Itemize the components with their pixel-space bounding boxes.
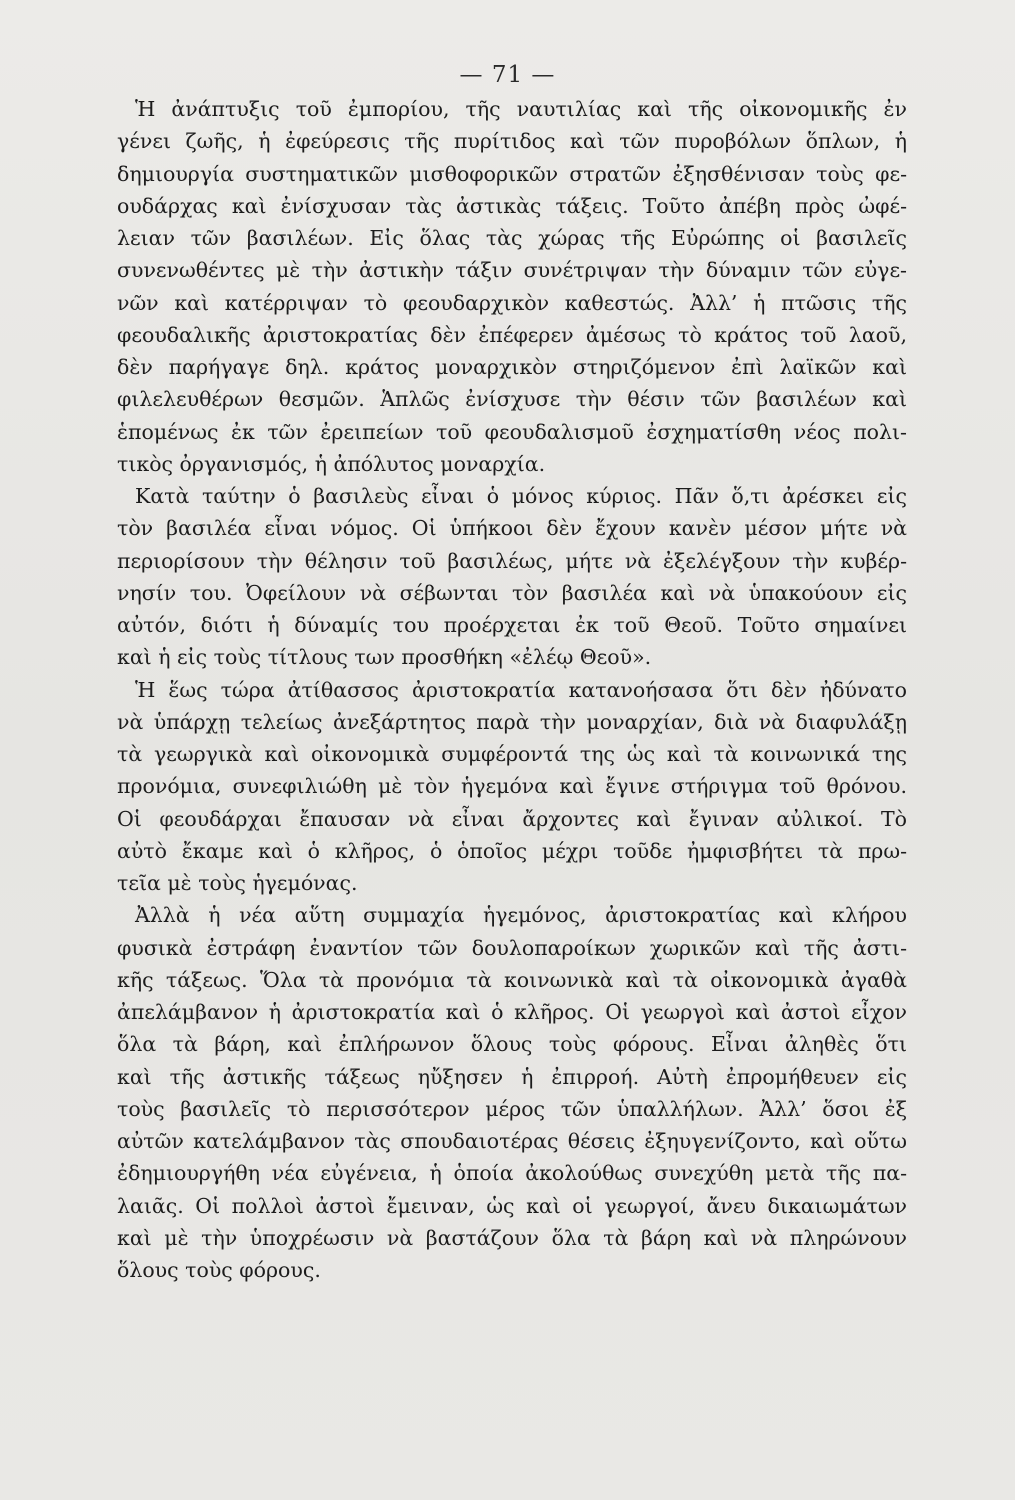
text-line: ὅλους τοὺς φόρους. (117, 1258, 321, 1282)
text-line: φεουδαλικῆς ἀριστοκρατίας δὲν ἐπέφερεν ἀμέσως τὸ κράτος τοῦ λαοῦ, (117, 322, 907, 347)
text-line: τὰ γεωργικὰ καὶ οἰκονομικὰ συμφέροντά της ὡς καὶ τὰ κοινωνικά της (117, 742, 907, 766)
text-line: καὶ μὲ τὴν ὑποχρέωσιν νὰ βαστάζουν ὅλα τὰ βάρη καὶ νὰ πληρώνουν (117, 1225, 907, 1250)
text-line: τικὸς ὀργανισμός, ἡ ἀπόλυτος μοναρχία. (117, 451, 546, 476)
text-line: κῆς τάξεως. Ὅλα τὰ προνόμια τὰ κοινωνικὰ καὶ τὰ οἰκονομικὰ ἀγαθὰ (117, 967, 907, 992)
text-line: λειαν τῶν βασιλέων. Εἰς ὅλας τὰς χώρας τῆς Εὐρώπης οἱ βασιλεῖς (117, 226, 907, 250)
text-line: αὐτῶν κατελάμβανον τὰς σπουδαιοτέρας θέσεις ἐξηυγενίζοντο, καὶ οὕτω (117, 1129, 907, 1153)
text-line: αὐτόν, διότι ἡ δύναμίς του προέρχεται ἐκ τοῦ Θεοῦ. Τοῦτο σημαίνει (117, 613, 907, 637)
text-line: ὅλα τὰ βάρη, καὶ ἐπλήρωνον ὅλους τοὺς φόρους. Εἶναι ἀληθὲς ὅτι (117, 1032, 907, 1057)
text-line: Ἡ ἀνάπτυξις τοῦ ἐμπορίου, τῆς ναυτιλίας καὶ τῆς οἰκονομικῆς ἐν (135, 97, 907, 121)
text-line: φυσικὰ ἐστράφη ἐναντίον τῶν δουλοπαροίκων χωρικῶν καὶ τῆς ἀστι- (117, 935, 907, 960)
text-line: τὸν βασιλέα εἶναι νόμος. Οἱ ὑπήκοοι δὲν ἔχουν κανὲν μέσον μήτε νὰ (117, 516, 907, 541)
text-line: συνενωθέντες μὲ τὴν ἀστικὴν τάξιν συνέτριψαν τὴν δύναμιν τῶν εὐγε- (117, 258, 907, 283)
text-line: γένει ζωῆς, ἡ ἐφεύρεσις τῆς πυρίτιδος καὶ τῶν πυροβόλων ὅπλων, ἡ (117, 129, 907, 154)
text-line: καὶ ἡ εἰς τοὺς τίτλους των προσθήκη «ἐλέῳ Θεοῦ». (117, 645, 652, 670)
text-line: φιλελευθέρων θεσμῶν. Ἁπλῶς ἐνίσχυσε τὴν θέσιν τῶν βασιλέων καὶ (117, 387, 907, 412)
text-line: Ἡ ἕως τώρα ἀτίθασσος ἀριστοκρατία κατανοήσασα ὅτι δὲν ἠδύνατο (135, 677, 907, 702)
text-line: τεῖα μὲ τοὺς ἡγεμόνας. (117, 871, 358, 895)
text-line: νὰ ὑπάρχῃ τελείως ἀνεξάρτητος παρὰ τὴν μοναρχίαν, διὰ νὰ διαφυλάξῃ (117, 709, 907, 734)
text-line: ἐδημιουργήθη νέα εὐγένεια, ἡ ὁποία ἀκολούθως συνεχύθη μετὰ τῆς πα- (117, 1161, 907, 1186)
text-line: νησίν του. Ὀφείλουν νὰ σέβωνται τὸν βασιλέα καὶ νὰ ὑπακούουν εἰς (117, 580, 907, 605)
text-line: ἀπελάμβανον ἡ ἀριστοκρατία καὶ ὁ κλῆρος. Οἱ γεωργοὶ καὶ ἀστοὶ εἶχον (117, 1000, 907, 1024)
text-line: ἑπομένως ἐκ τῶν ἐρειπείων τοῦ φεουδαλισμοῦ ἐσχηματίσθη νέος πολι- (117, 419, 907, 444)
text-line: αὐτὸ ἔκαμε καὶ ὁ κλῆρος, ὁ ὁποῖος μέχρι τοῦδε ἠμφισβήτει τὰ πρω- (117, 838, 907, 863)
text-line: ουδάρχας καὶ ἐνίσχυσαν τὰς ἀστικὰς τάξεις. Τοῦτο ἀπέβη πρὸς ὠφέ- (117, 193, 907, 218)
text-line: Οἱ φεουδάρχαι ἔπαυσαν νὰ εἶναι ἄρχοντες καὶ ἔγιναν αὐλικοί. Τὸ (117, 806, 907, 831)
text-line: Ἀλλὰ ἡ νέα αὕτη συμμαχία ἡγεμόνος, ἀριστοκρατίας καὶ κλήρου (135, 903, 907, 928)
text-line: δημιουργία συστηματικῶν μισθοφορικῶν στρατῶν ἐξησθένισαν τοὺς φε- (117, 161, 907, 186)
page-number: — 71 — (459, 62, 556, 88)
text-line: δὲν παρήγαγε δηλ. κράτος μοναρχικὸν στηριζόμενον ἐπὶ λαϊκῶν καὶ (117, 355, 907, 379)
text-line: προνόμια, συνεφιλιώθη μὲ τὸν ἡγεμόνα καὶ ἔγινε στήριγμα τοῦ θρόνου. (117, 774, 907, 799)
text-line: καὶ τῆς ἀστικῆς τάξεως ηὔξησεν ἡ ἐπιρροή. Αὐτὴ ἐπρομήθευεν εἰς (117, 1064, 907, 1089)
text-line: περιορίσουν τὴν θέλησιν τοῦ βασιλέως, μήτε νὰ ἐξελέγξουν τὴν κυβέρ- (117, 548, 907, 573)
text-line: λαιᾶς. Οἱ πολλοὶ ἀστοὶ ἔμειναν, ὡς καὶ οἱ γεωργοί, ἄνευ δικαιωμάτων (117, 1193, 907, 1218)
text-line: Κατὰ ταύτην ὁ βασιλεὺς εἶναι ὁ μόνος κύριος. Πᾶν ὅ,τι ἀρέσκει εἰς (135, 484, 907, 508)
text-line: τοὺς βασιλεῖς τὸ περισσότερον μέρος τῶν ὑπαλλήλων. Ἀλλ’ ὅσοι ἐξ (117, 1096, 907, 1121)
text-line: νῶν καὶ κατέρριψαν τὸ φεουδαρχικὸν καθεστώς. Ἀλλ’ ἡ πτῶσις τῆς (117, 290, 907, 315)
body-text (117, 93, 907, 1286)
